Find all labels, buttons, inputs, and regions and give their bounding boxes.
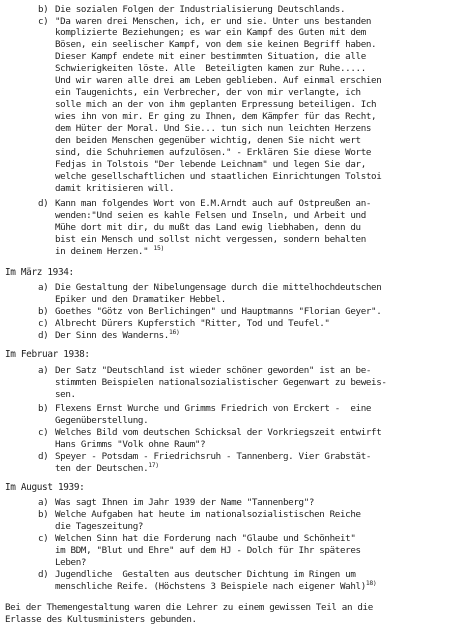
item-text-line: ein Taugenichts, ein Verbrecher, der von mir verlangte, ich bbox=[55, 87, 361, 98]
item-text-line: welche gesellschaftlichen und staatlichen Einrichtungen Tolstoi bbox=[55, 171, 382, 182]
item-text-line: Was sagt Ihnen im Jahr 1939 der Name "Tannenberg"? bbox=[55, 497, 315, 508]
item-text-line: sind, die Schuhriemen aufzulösen." - Erklären Sie diese Worte bbox=[55, 147, 372, 158]
item-text-line: dem Hüter der Moral. Und Sie... tun sich nun leichten Herzens bbox=[55, 123, 372, 134]
item-marker: c) bbox=[38, 318, 49, 329]
item-text: Der Sinn des Wanderns. bbox=[55, 330, 169, 341]
section-heading-1934: Im März 1934: bbox=[5, 267, 74, 278]
item-text-line: Die Gestaltung der Nibelungensage durch die mittelhochdeutschen bbox=[55, 282, 382, 293]
item-text-line: wies ihn von mir. Er ging zu Ihnen, dem Kämpfer für das Recht, bbox=[55, 111, 377, 122]
section-heading-1938: Im Februar 1938: bbox=[5, 349, 90, 360]
item-text: ten der Deutschen. bbox=[55, 463, 149, 474]
item-text-line: Welches Bild vom deutschen Schicksal der Vorkriegszeit entwirft bbox=[55, 427, 382, 438]
item-text-line: stimmten Beispielen nationalsozialistischer Gegenwart zu beweis- bbox=[55, 377, 387, 388]
item-text-line: Fedjas in Tolstois "Der lebende Leichnam" und legen Sie dar, bbox=[55, 159, 366, 170]
section-heading-1939: Im August 1939: bbox=[5, 482, 85, 493]
item-marker: d) bbox=[38, 330, 49, 341]
item-text-line: Der Satz "Deutschland ist wieder schöner geworden" ist an be- bbox=[55, 365, 372, 376]
item-text-line: Schwierigkeiten löste. Alle Beteiligten kamen zur Ruhe..... bbox=[55, 63, 366, 74]
item-text-line: im BDM, "Blut und Ehre" auf dem HJ - Dolch für Ihr späteres bbox=[55, 545, 361, 556]
item-text-line: Flexens Ernst Wurche und Grimms Friedrich von Erckert - eine bbox=[55, 403, 372, 414]
item-marker: b) bbox=[38, 4, 49, 15]
footnote-marker: 17) bbox=[148, 460, 159, 469]
item-text-line: damit kritisieren will. bbox=[55, 183, 175, 194]
item-marker: c) bbox=[38, 16, 49, 27]
item-text-line: Welchen Sinn hat die Forderung nach "Glaube und Schönheit" bbox=[55, 533, 356, 544]
closing-text-line: Bei der Themengestaltung waren die Lehrer zu einem gewissen Teil an die bbox=[5, 602, 373, 613]
item-text-line bbox=[55, 578, 377, 592]
item-marker: d) bbox=[38, 569, 49, 580]
item-text-line: Welche Aufgaben hat heute im nationalsozialistischen Reiche bbox=[55, 509, 361, 520]
item-text-line: bist ein Mensch und sollst nicht vergessen, sondern behalten bbox=[55, 234, 366, 245]
item-marker: b) bbox=[38, 306, 49, 317]
item-text-line: Jugendliche Gestalten aus deutscher Dichtung im Ringen um bbox=[55, 569, 356, 580]
item-text-line: Mühe dort mit dir, du mußt das Land ewig liebhaben, denn du bbox=[55, 222, 361, 233]
footnote-marker: 16) bbox=[169, 327, 180, 336]
item-text-line: komplizierte Beziehungen; es war ein Kampf des Guten mit dem bbox=[55, 27, 366, 38]
footnote-marker: 18) bbox=[365, 578, 377, 587]
item-text-line bbox=[55, 460, 159, 474]
item-marker: c) bbox=[38, 533, 49, 544]
item-text-line: Albrecht Dürers Kupferstich "Ritter, Tod und Teufel." bbox=[55, 318, 330, 329]
item-text-line bbox=[55, 327, 180, 341]
item-text-line: Leben? bbox=[55, 557, 87, 568]
item-marker: a) bbox=[38, 497, 49, 508]
item-text-line: die Tageszeitung? bbox=[55, 521, 144, 532]
item-marker: b) bbox=[38, 509, 49, 520]
item-text-line: den beiden Menschen gegenüber wichtig, denen Sie nicht wert bbox=[55, 135, 361, 146]
item-text-line: Goethes "Götz von Berlichingen" und Hauptmanns "Florian Geyer". bbox=[55, 306, 382, 317]
item-marker: a) bbox=[38, 365, 49, 376]
item-marker: d) bbox=[38, 198, 49, 209]
item-text: in deinem Herzen." bbox=[55, 246, 149, 257]
item-text-line: Die sozialen Folgen der Industrialisierung Deutschlands. bbox=[55, 4, 346, 15]
item-text-line: "Da waren drei Menschen, ich, er und sie. Unter uns bestanden bbox=[55, 16, 372, 27]
item-text-line: Gegenüberstellung. bbox=[55, 415, 149, 426]
item-text-line: Kann man folgendes Wort von E.M.Arndt auch auf Ostpreußen an- bbox=[55, 198, 372, 209]
item-text-line: Und wir waren alle drei am Leben geblieben. Auf einmal erschien bbox=[55, 75, 382, 86]
footnote-marker: 15) bbox=[153, 243, 164, 252]
item-text-line: Hans Grimms "Volk ohne Raum"? bbox=[55, 439, 206, 450]
item-text: menschliche Reife. (Höchstens 3 Beispiele nach eigener Wahl) bbox=[55, 581, 366, 592]
item-marker: c) bbox=[38, 427, 49, 438]
item-text-line: Bösen, ein seelischer Kampf, von dem sie keinen Begriff haben. bbox=[55, 39, 377, 50]
item-marker: a) bbox=[38, 282, 49, 293]
item-text-line: Dieser Kampf endete mit einer bestimmten Situation, die alle bbox=[55, 51, 366, 62]
item-marker: d) bbox=[38, 451, 49, 462]
item-text-line: wenden:"Und seien es kahle Felsen und Inseln, und Arbeit und bbox=[55, 210, 366, 221]
item-text-line: solle mich an der von ihm geplanten Erpressung beteiligen. Ich bbox=[55, 99, 377, 110]
closing-text-line: Erlasse des Kultusministers gebunden. bbox=[5, 614, 197, 625]
item-text-line: Epiker und den Dramatiker Hebbel. bbox=[55, 294, 226, 305]
item-marker: b) bbox=[38, 403, 49, 414]
item-text-line: sen. bbox=[55, 389, 76, 400]
item-text-line bbox=[55, 243, 164, 257]
item-text-line: Speyer - Potsdam - Friedrichsruh - Tannenberg. Vier Grabstät- bbox=[55, 451, 372, 462]
